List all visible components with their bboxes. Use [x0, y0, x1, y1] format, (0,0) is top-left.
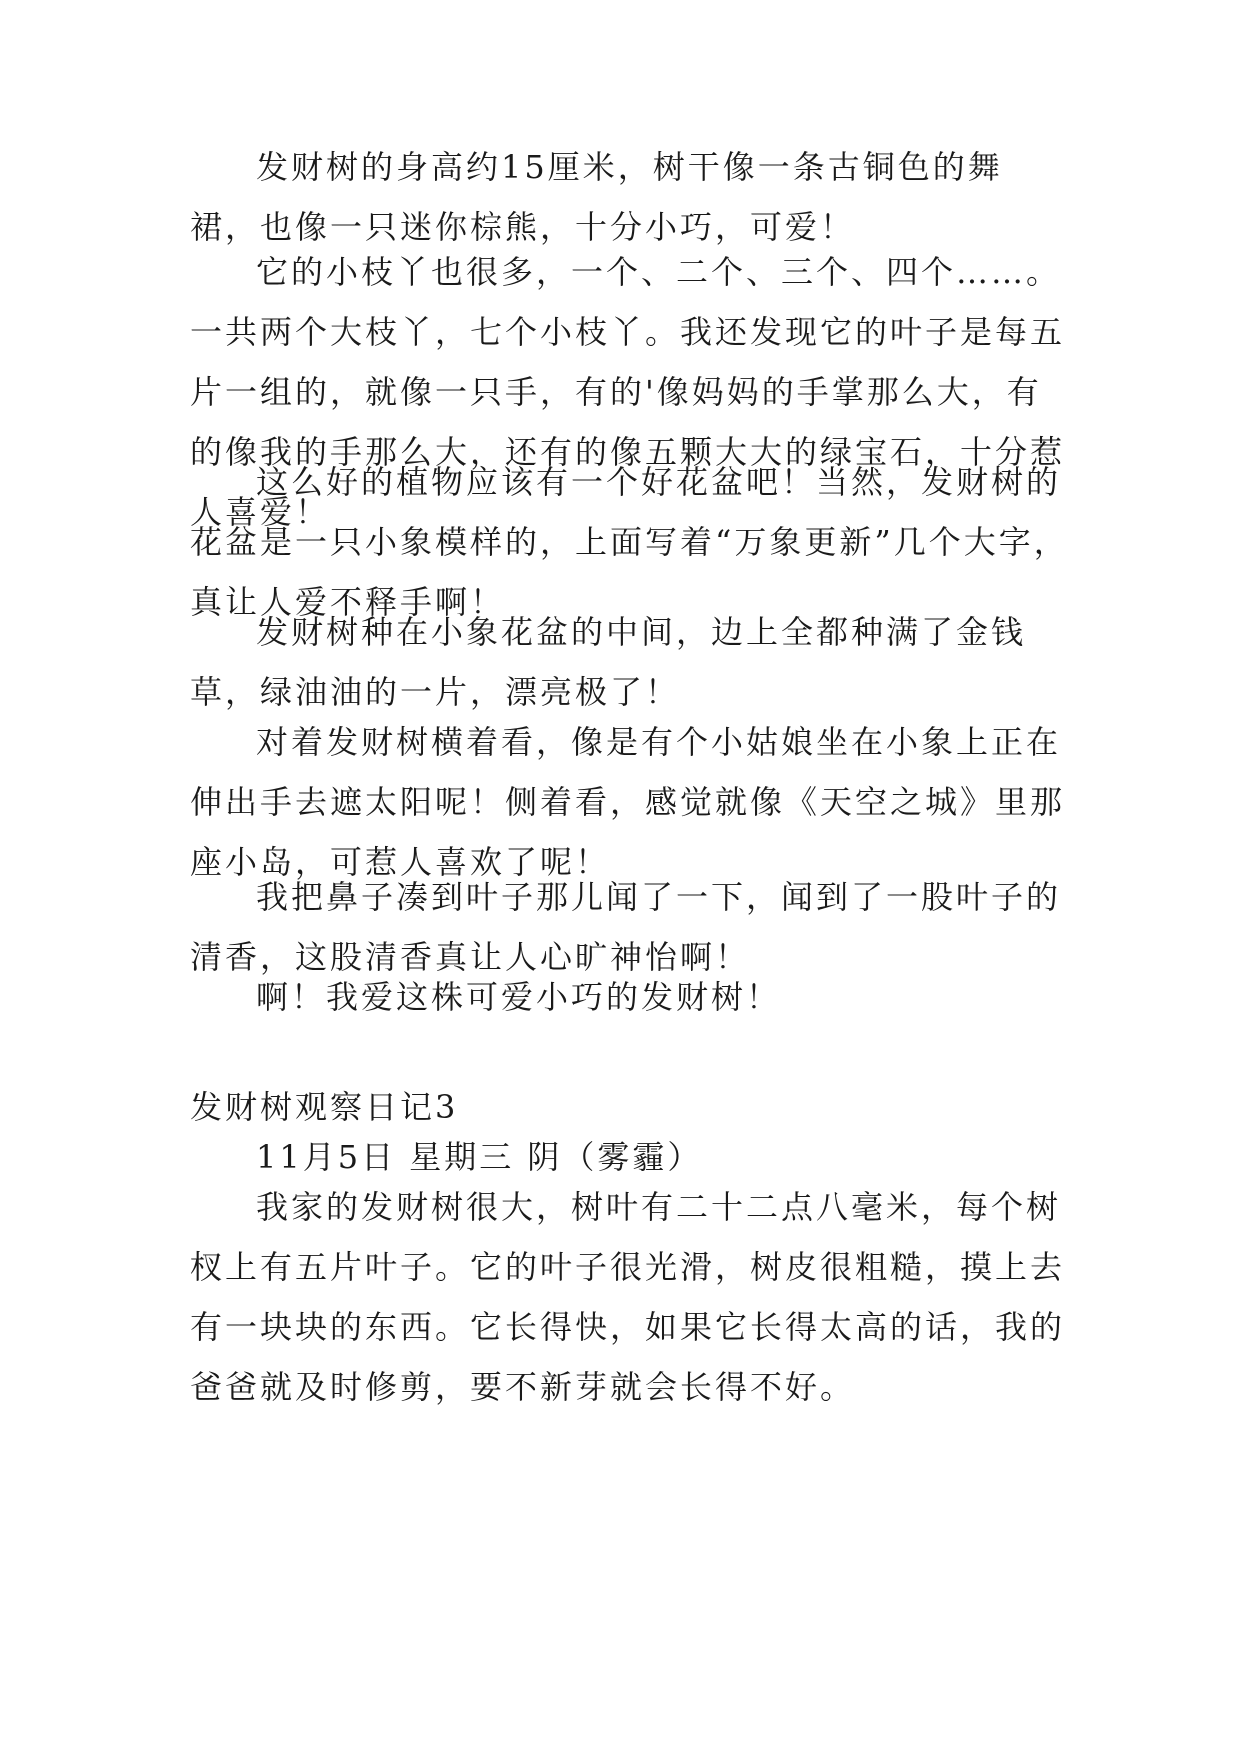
paragraph-money-grass: 发财树种在小象花盆的中间，边上全都种满了金钱草，绿油油的一片，漂亮极了！ — [190, 613, 1027, 711]
paragraph-fragrance: 我把鼻子凑到叶子那儿闻了一下，闻到了一股叶子的清香，这股清香真让人心旷神怡啊！ — [190, 878, 1062, 976]
paragraph-tree-height: 发财树的身高约15厘米，树干像一条古铜色的舞裙，也像一只迷你棕熊，十分小巧，可爱！ — [190, 148, 1003, 246]
paragraph-viewing-angles: 对着发财树横着看，像是有个小姑娘坐在小象上正在伸出手去遮太阳呢！侧着看，感觉就像《天空之城》里那座小岛，可惹人喜欢了呢！ — [190, 723, 1066, 881]
paragraph-flower-pot: 这么好的植物应该有一个好花盆吧！当然，发财树的花盆是一只小象模样的，上面写着“万象更新”几个大字，真让人爱不释手啊！ — [190, 463, 1069, 621]
diary-date-line: 11月5日 星期三 阴（雾霾） — [256, 1138, 703, 1176]
paragraph-conclusion: 啊！我爱这株可爱小巧的发财树！ — [256, 978, 782, 1016]
paragraph-tree-description: 我家的发财树很大，树叶有二十二点八毫米，每个树杈上有五片叶子。它的叶子很光滑，树皮很粗糙，摸上去有一块块的东西。它长得快，如果它长得太高的话，我的爸爸就及时修剪，要不新芽就会长得不好。 — [190, 1188, 1066, 1406]
section-title: 发财树观察日记3 — [190, 1088, 459, 1126]
paragraph-branches-leaves: 它的小枝丫也很多，一个、二个、三个、四个……。一共两个大枝丫，七个小枝丫。我还发现它的叶子是每五片一组的，就像一只手，有的'像妈妈的手掌那么大，有的像我的手那么大，还有的像五颗大大的绿宝石，十分惹人喜爱！ — [190, 253, 1066, 531]
